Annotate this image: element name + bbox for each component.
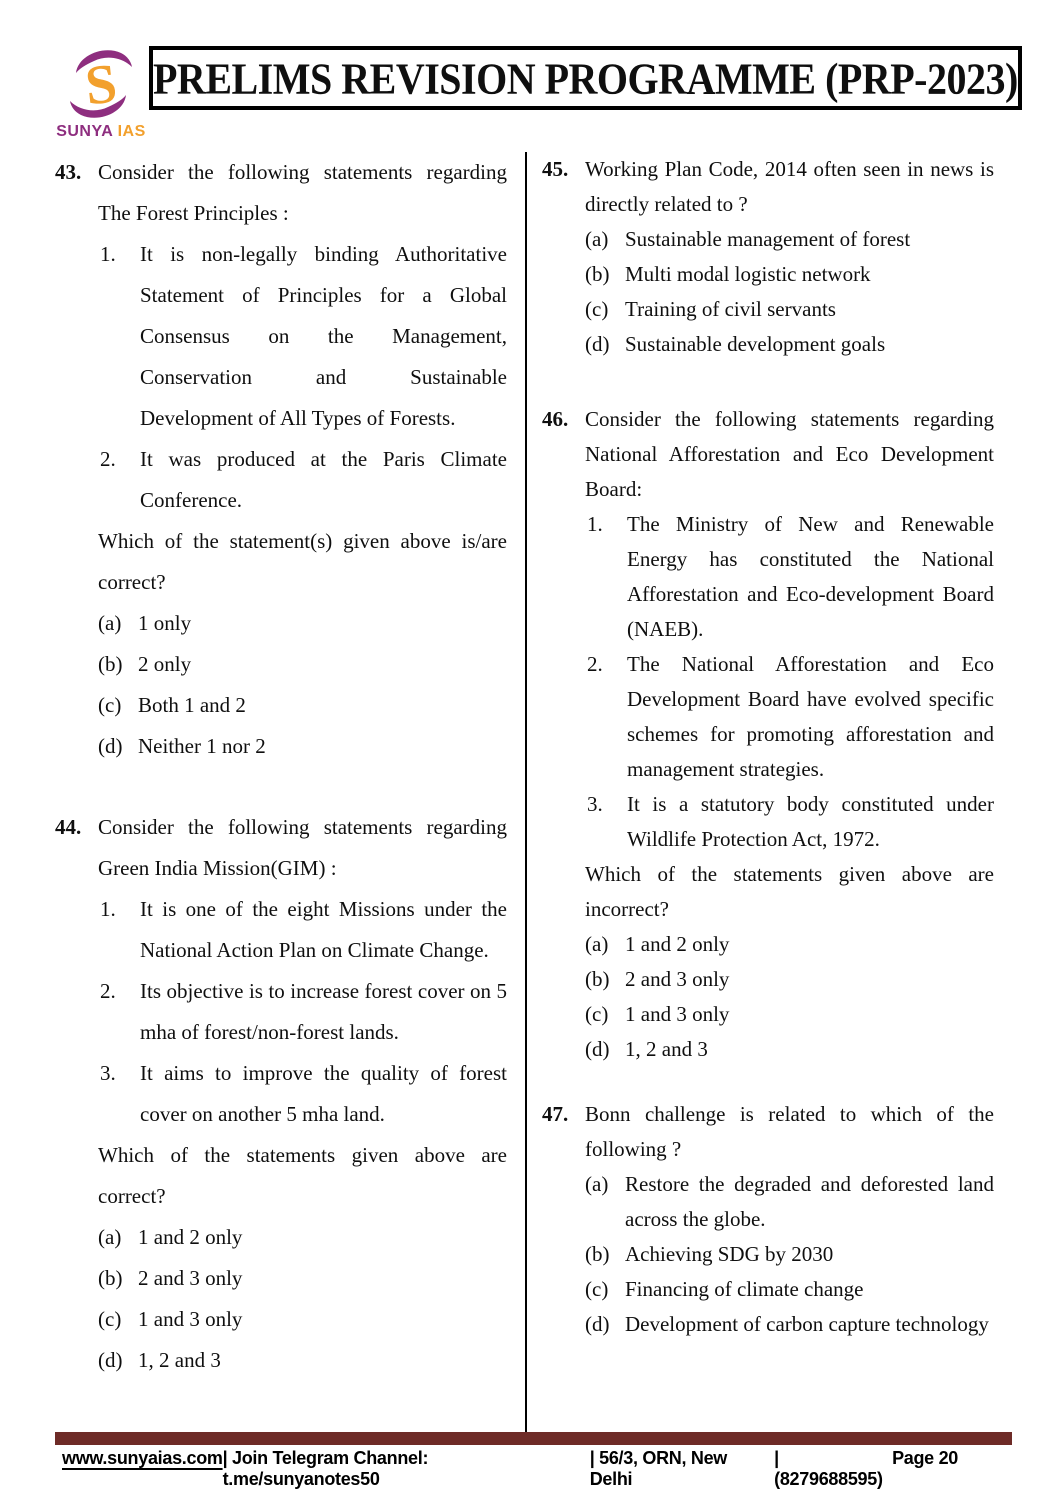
question-number: 44. bbox=[55, 815, 82, 839]
statement-item bbox=[98, 439, 507, 521]
option-item bbox=[585, 1167, 994, 1237]
brand-name-ias: IAS bbox=[117, 123, 146, 140]
question-number: 45. bbox=[542, 157, 569, 181]
option-item bbox=[98, 1217, 507, 1258]
option-item bbox=[98, 726, 507, 767]
option-item bbox=[585, 292, 994, 327]
option-text: 1 and 3 only bbox=[625, 1002, 730, 1026]
footer-divider-bar bbox=[55, 1432, 1012, 1445]
footer-address: | 56/3, ORN, New Delhi bbox=[589, 1448, 727, 1489]
option-text: 2 and 3 only bbox=[625, 967, 730, 991]
statement-item bbox=[98, 889, 507, 971]
brand-name bbox=[56, 123, 146, 141]
options-list bbox=[585, 222, 994, 362]
question-number: 46. bbox=[542, 407, 569, 431]
option-label: (d) bbox=[98, 734, 123, 758]
statement-number: 2. bbox=[100, 447, 116, 471]
option-text: Sustainable management of forest bbox=[625, 227, 911, 251]
statement-item bbox=[98, 971, 507, 1053]
statement-number: 2. bbox=[100, 979, 116, 1003]
statement-text: The Ministry of New and Renewable Energy has constituted the National Afforestation and Eco-development Board (NAEB). bbox=[627, 512, 994, 641]
option-text: Multi modal logistic network bbox=[625, 262, 871, 286]
page-footer bbox=[62, 1448, 1010, 1490]
statement-text: It is non-legally binding Authoritative Statement of Principles for a Global Consensus on the Management, Conservation and Sustainable Development of All Types of Forests. bbox=[140, 242, 507, 430]
question-47 bbox=[542, 1097, 994, 1342]
statements-list bbox=[98, 234, 507, 521]
option-text: Restore the degraded and deforested land across the globe. bbox=[625, 1172, 994, 1231]
statement-text: It aims to improve the quality of forest cover on another 5 mha land. bbox=[140, 1061, 507, 1126]
footer-website-link[interactable]: www.sunyaias.com bbox=[62, 1448, 223, 1468]
option-text: Sustainable development goals bbox=[625, 332, 886, 356]
option-label: (a) bbox=[98, 611, 122, 635]
option-text: 1, 2 and 3 bbox=[625, 1037, 708, 1061]
option-label: (c) bbox=[585, 1277, 609, 1301]
options-list bbox=[98, 603, 507, 767]
option-item bbox=[585, 1272, 994, 1307]
statement-text: It is a statutory body constituted under Wildlife Protection Act, 1972. bbox=[627, 792, 994, 851]
option-label: (b) bbox=[585, 262, 610, 286]
option-label: (a) bbox=[585, 932, 609, 956]
question-intro: Consider the following statements regarding The Forest Principles : bbox=[98, 160, 507, 225]
question-number: 43. bbox=[55, 160, 82, 184]
option-item bbox=[585, 1307, 994, 1342]
option-item bbox=[98, 603, 507, 644]
statement-text: It is one of the eight Missions under the National Action Plan on Climate Change. bbox=[140, 897, 507, 962]
option-item bbox=[98, 1299, 507, 1340]
question-intro: Consider the following statements regarding Green India Mission(GIM) : bbox=[98, 815, 507, 880]
statements-list bbox=[98, 889, 507, 1135]
statement-number: 1. bbox=[100, 897, 116, 921]
footer-phone: | (8279688595) bbox=[774, 1448, 883, 1489]
option-label: (a) bbox=[585, 1172, 609, 1196]
page-number: Page 20 bbox=[892, 1448, 959, 1468]
statement-item bbox=[585, 647, 994, 787]
option-text: 2 only bbox=[138, 652, 192, 676]
statement-number: 1. bbox=[587, 512, 603, 536]
option-item bbox=[585, 1237, 994, 1272]
option-label: (b) bbox=[98, 652, 123, 676]
option-text: Both 1 and 2 bbox=[138, 693, 246, 717]
statements-list bbox=[585, 507, 994, 857]
option-label: (c) bbox=[98, 1307, 122, 1331]
option-label: (b) bbox=[98, 1266, 123, 1290]
question-body bbox=[585, 402, 994, 1067]
option-label: (d) bbox=[585, 1037, 610, 1061]
option-item bbox=[98, 685, 507, 726]
option-label: (b) bbox=[585, 967, 610, 991]
option-label: (d) bbox=[585, 332, 610, 356]
question-intro: Bonn challenge is related to which of the following ? bbox=[585, 1102, 994, 1161]
s-swirl-icon bbox=[64, 46, 138, 122]
statement-number: 3. bbox=[587, 792, 603, 816]
question-44 bbox=[55, 807, 507, 1381]
question-stem: Which of the statements given above are correct? bbox=[98, 1143, 507, 1208]
question-number: 47. bbox=[542, 1102, 569, 1126]
option-label: (d) bbox=[585, 1312, 610, 1336]
statement-item bbox=[98, 234, 507, 439]
option-text: Achieving SDG by 2030 bbox=[625, 1242, 834, 1266]
question-body bbox=[98, 152, 507, 767]
statement-item bbox=[98, 1053, 507, 1135]
option-text: Neither 1 nor 2 bbox=[138, 734, 266, 758]
option-item bbox=[585, 327, 994, 362]
option-item bbox=[98, 1340, 507, 1381]
option-text: Training of civil servants bbox=[625, 297, 836, 321]
options-list bbox=[585, 1167, 994, 1342]
options-list bbox=[98, 1217, 507, 1381]
question-stem: Which of the statement(s) given above is/are correct? bbox=[98, 529, 507, 594]
question-stem: Which of the statements given above are incorrect? bbox=[585, 862, 994, 921]
sunya-ias-logo bbox=[55, 46, 147, 141]
option-label: (a) bbox=[585, 227, 609, 251]
statement-text: The National Afforestation and Eco Development Board have evolved specific schemes for promoting afforestation and management strategies. bbox=[627, 652, 994, 781]
column-divider bbox=[525, 152, 527, 1432]
option-text: 1 only bbox=[138, 611, 192, 635]
option-label: (c) bbox=[585, 1002, 609, 1026]
option-label: (a) bbox=[98, 1225, 122, 1249]
statement-number: 2. bbox=[587, 652, 603, 676]
page-header bbox=[0, 0, 1058, 152]
question-body bbox=[98, 807, 507, 1381]
option-item bbox=[585, 927, 994, 962]
option-label: (c) bbox=[585, 297, 609, 321]
option-text: Development of carbon capture technology bbox=[625, 1312, 989, 1336]
option-text: 1, 2 and 3 bbox=[138, 1348, 221, 1372]
option-item bbox=[585, 997, 994, 1032]
title-box bbox=[149, 46, 1022, 110]
statement-number: 1. bbox=[100, 242, 116, 266]
option-label: (b) bbox=[585, 1242, 610, 1266]
option-label: (c) bbox=[98, 693, 122, 717]
question-body bbox=[585, 152, 994, 362]
option-text: 1 and 2 only bbox=[625, 932, 730, 956]
question-intro: Consider the following statements regarding National Afforestation and Eco Development Board: bbox=[585, 407, 994, 501]
option-item bbox=[98, 1258, 507, 1299]
options-list bbox=[585, 927, 994, 1067]
questions-area bbox=[0, 152, 1058, 1432]
footer-telegram-info: | Join Telegram Channel: t.me/sunyanotes50 bbox=[222, 1448, 429, 1489]
option-label: (d) bbox=[98, 1348, 123, 1372]
question-46 bbox=[542, 402, 994, 1067]
statement-text: It was produced at the Paris Climate Conference. bbox=[140, 447, 507, 512]
column-left bbox=[55, 152, 507, 1432]
option-item bbox=[585, 222, 994, 257]
statement-item bbox=[585, 507, 994, 647]
option-item bbox=[98, 644, 507, 685]
svg-text:S: S bbox=[82, 52, 120, 118]
option-item bbox=[585, 257, 994, 292]
question-43 bbox=[55, 152, 507, 767]
option-text: 2 and 3 only bbox=[138, 1266, 243, 1290]
brand-name-sunya: SUNYA bbox=[56, 123, 113, 140]
question-45 bbox=[542, 152, 994, 362]
statement-number: 3. bbox=[100, 1061, 116, 1085]
question-intro: Working Plan Code, 2014 often seen in news is directly related to ? bbox=[585, 157, 994, 216]
page-title: PRELIMS REVISION PROGRAMME (PRP-2023) bbox=[153, 52, 1018, 104]
option-text: Financing of climate change bbox=[625, 1277, 864, 1301]
option-text: 1 and 3 only bbox=[138, 1307, 243, 1331]
statement-text: Its objective is to increase forest cover on 5 mha of forest/non-forest lands. bbox=[140, 979, 507, 1044]
column-right bbox=[542, 152, 994, 1432]
statement-item bbox=[585, 787, 994, 857]
question-body bbox=[585, 1097, 994, 1342]
option-item bbox=[585, 1032, 994, 1067]
option-text: 1 and 2 only bbox=[138, 1225, 243, 1249]
option-item bbox=[585, 962, 994, 997]
